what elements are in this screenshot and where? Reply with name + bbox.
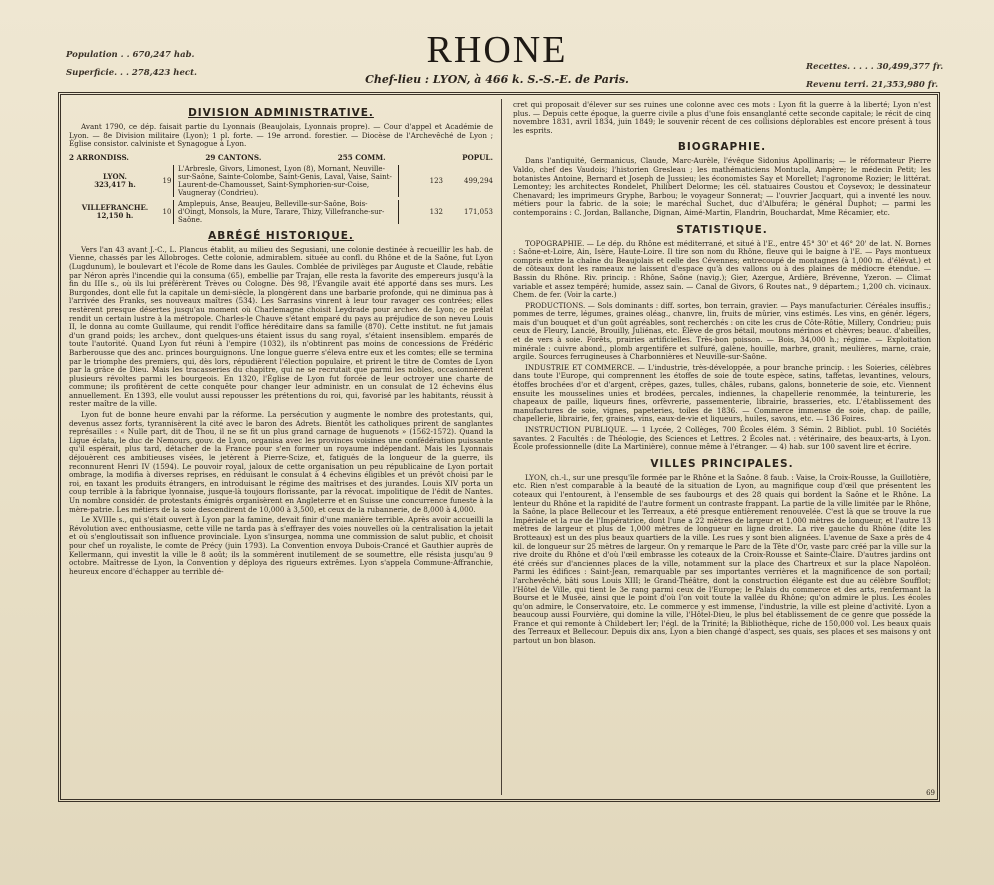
topographie-text: TOPOGRAPHIE. — Le dép. du Rhône est méditerrané, et situé à l'E., entre 45° 30' et 46° 20' de lat. N. Bornes : Saône-et-Loire, Ain, Isère, Haute-Loire. Il tire son nom du Rhône, fleuve qui le baigne à l'E. — Pays montueux compris entre la chaîne du Beaujolais et celle des Cévennes; entrecoupé de montagnes (à 1,000 m. d'élévat.) et de côteaux dont les rameaux ne laissent d'espace qu'à des vallons ou à des plaines de médiocre étendue. — Bassin du Rhône. Riv. princip. : Rhône, Saône (navig.); Gier, Azergue, Ardière, Brévenne, Yzeron. — Climat variable et assez tempéré; humide, assez sain. — Canal de Givors, 6 Routes nat., 9 départem.; 1,200 ch. vicinaux. Chem. de fer. (Voir la carte.) [513,238,931,300]
arrondissement-pop: 12,150 h. [96,210,134,220]
abrege-continuation: cret qui proposait d'élever sur ses ruines une colonne avec ces mots : Lyon fit la guerre à la liberté; Lyon n'est plus. — Depuis cette époque, la guerre civile a plus d'une fois ensanglanté cette seconde capitale; le récit de cinq novembre 1831, avril 1834, juin 1849; le souvenir récent de ces collisions déplorables est encore présent à tous les esprits. [513,101,931,135]
biographie-heading: BIOGRAPHIE. [677,141,767,154]
population-stat: Population . . 670,247 hab. [66,50,195,60]
division-heading: DIVISION ADMINISTRATIVE. [188,107,374,119]
col-communes: 255 COMM. [337,152,386,162]
industrie-text: INDUSTRIE ET COMMERCE. — L'industrie, très-développée, a pour branche princip. : les Soieries, célèbres dans toute l'Europe, qui comprennent les étoffes de soie de toute espèce, satins, taffetas, levantines, velours, étoffes brochées d'or et d'argent, crêpes, gazes, tulles, châles, rubans, galons, bonneterie de soie, etc. Viennent ensuite les mousselines unies et brodées, percales, indiennes, la chapellerie renommée, la teinturerie, les chapeaux de paille, liqueurs fines, orfèvrerie, passementerie, librairie, brasseries, etc. L'établissement des manufactures de soie, vignes, papeteries, toiles de 1836. — Commerce immense de soie, chap. de paille, chapellerie, librairie, fer, graines, vins, eaux-de-vie et liqueurs, huiles, savons, etc. — 136 Foires. [513,362,931,424]
abrege-paragraph-3: Le XVIIIe s., qui s'était ouvert à Lyon par la famine, devait finir d'une manière terrible. Après avoir accueilli la Révolution avec enthousiasme, cette ville ne tarda pas à s'effrayer des voies nouvelles où la centralisation la jetait et où s'engloutissait son influence provinciale. Lyon s'insurgea, nomma une commission de salut public, et choisit pour chef un royaliste, le comte de Précy (juin 1793). La Convention envoya Dubois-Crancé et Gauthier auprès de Kellermann, qui investit la ville le 8 août; ils la sommèrent inutilement de se soumettre, elle résista jusqu'au 9 octobre. Maîtresse de Lyon, la Convention y déploya des rigueurs extrêmes. Lyon s'appela Commune-Affranchie, heureux encore d'échapper au terrible dé- [69,515,493,576]
villes-heading: VILLES PRINCIPALES. [650,457,794,470]
statistique-heading: STATISTIQUE. [676,223,768,236]
arrondissements-header [69,153,493,162]
instruction-text: INSTRUCTION PUBLIQUE. — 1 Lycée, 2 Collèges, 700 Écoles élém. 3 Sémin. 2 Bibliot. publ. 10 Sociétés savantes. 2 Facultés : de Théologie, des Sciences et Lettres. 2 Écoles nat. : vétérinaire, des beaux-arts, à Lyon. École professionnelle (dite La Martinière), connue même à l'étranger. — 4) hab. sur 100 savent lire et écrire. [513,425,931,452]
col-cantons: 29 CANTONS. [205,152,262,162]
col-arrondissements: 2 ARRONDISS. [69,152,129,162]
canton-list: Amplepuis, Anse, Beaujeu, Belleville-sur-Saône, Bois-d'Oingt, Monsols, la Mure, Tarare, Thizy, Villefranche-sur-Saône. [173,200,399,224]
arrondissement-row [69,200,493,224]
lyon-text: LYON, ch.-l., sur une presqu'île formée par le Rhône et la Saône. 8 faub. : Vaise, la Croix-Rousse, la Guillotière, etc. Rien n'est comparable à la beauté de la situation de Lyon, au magnifique coup d'œil que présentent les coteaux qui l'entourent, à l'ensemble de ses faubourgs et des 28 quais qui bordent la Saône et le Rhône. La lenteur du Rhône et la rapidité de l'autre forment un contraste frappant. La partie de la ville limitée par le Rhône, la Saône, la place Bellecour et les Terreaux, a été presque entièrement renouvelée. C'est là que se trouve la rue Impériale et la rue de l'Impératrice, dont l'une a 22 mètres de largeur et 1,000 mètres de longueur, et l'autre 13 mètres de largeur et plus de 1,000 mètres de longueur en ligne droite. La rive gauche du Rhône (dite les Brotteaux) est un des plus beaux quartiers de la ville. Les rues y sont bien alignées. L'avenue de Saxe a près de 4 kil. de longueur sur 25 mètres de largeur. On y remarque le Parc de la Tête d'Or, vaste parc créé par la ville sur la rive droite du Rhône et d'où l'œil embrasse les coteaux de la Croix-Rousse et Sainte-Claire. D'autres jardins ont été créés sur d'anciennes places de la ville, notamment sur la place des Chartreux et sur la place Napoléon. Parmi les édifices : Saint-Jean, remarquable par ses importantes verrières et la magnificence de son portail; l'archevêché, bâti sous Louis XIII; le Grand-Théâtre, dont la construction élégante est due au célèbre Soufflot; l'Hôtel de Ville, qui tient le 3e rang parmi ceux de l'Europe; le Palais du commerce et des arts, renfermant la Bourse et le Musée, ainsi que le point d'où l'on voit toute la vallée du Rhône; qu'on admire le plus. Les écoles qu'on admire, le Conservatoire, etc. Le commerce y est immense, l'industrie, la ville est pleine d'activité. Lyon a beaucoup aussi Fourvière, qui domine la ville, l'Hôtel-Dieu, le plus bel établissement de ce genre que possède la France et qui remonte à Childebert Ier; l'égl. de la Trinité; la Bibliothèque, riche de 150,000 vol. Les beaux quais des Terreaux et Bellecour. Depuis dix ans, Lyon a bien changé d'aspect, ses quais, ses places et ses maisons y ont partout un bon blason. [513,472,931,646]
division-intro: Avant 1790, ce dép. faisait partie du Lyonnais (Beaujolais, Lyonnais propre). — Cour d'appel et Académie de Lyon. — 8e Division militaire (Lyon); 1 pl. forte. — 19e arrond. forestier. — Diocèse de l'Archevêché de Lyon ; Église consistor. calviniste et Synagogue à Lyon. [69,122,493,149]
biographie-text: Dans l'antiquité, Germanicus, Claude, Marc-Aurèle, l'évêque Sidonius Apollinaris; — le réformateur Pierre Valdo, chef des Vaudois; l'historien Gresleau ; les mathématiciens Montucla, Ampère; le médecin Petit; les botanistes Antoine, Bernard et Joseph de Jussieu; les économistes Say et Morellet; l'agronome Rozier; le littérat. Lemontey; les architectes Rondelet, Philibert Delorme; les cél. statuaires Coustou et Coysevox; le dessinateur Chenavard; les imprimeurs Gryphe, Barbou; le voyageur Sonnerat; — l'ouvrier Jacquart, qui a inventé les nouv. métiers pour la fabric. de la soie; le maréchal Suchet, duc d'Albuféra; le général Duphot; — parmi les contemporains : C. Jordan, Ballanche, Dignan, Aimé-Martin, Flandrin, Bouchardat, Mme Récamier, etc. [513,156,931,217]
superficie-stat: Superficie. . . 278,423 hect. [66,68,197,78]
page-title: RHONE [426,29,568,71]
abrege-paragraph-2: Lyon fut de bonne heure envahi par la réforme. La persécution y augmente le nombre des protestants, qui, devenus assez forts, tyrannisèrent la cité avec le baron des Adrets. Bientôt les catholiques prirent de sanglantes représailles : « Nulle part, dit de Thou, il ne se fit un plus grand carnage de huguenots » (1562-1572). Quand la Ligue éclata, le duc de Nemours, gouv. de Lyon, organisa avec les provinces voisines une confédération puissante qu'il espérait, plus tard, détacher de la France pour s'en former un royaume indépendant. Mais les Lyonnais déjouèrent ces ambitieuses visées, le jetèrent à Pierre-Scize, et, fatigués de la longueur de la guerre, ils reconnurent Henri IV (1594). Le pouvoir royal, jaloux de cette organisation un peu républicaine de Lyon portait ombrage, la modifia à diverses reprises, en réduisant le consulat à 4 échevins éligibles et un prévôt choisi par le roi, en taxant les produits étrangers, en introduisant le régime des maîtrises et des jurandes. Louis XIV porta un coup terrible à la fabrique lyonnaise, jusque-là toujours florissante, par la révocat. impolitique de l'édit de Nantes. Un nombre considér. de protestants émigrés organisèrent en Angleterre et en Suisse une concurrence funeste à la mère-patrie. Les métiers de la soie descendirent de 10,000 à 3,500, et ceux de la rubannerie, de 8,000 à 4,000. [69,410,493,514]
population-value: 171,053 [464,207,493,216]
arrondissement-pop: 323,417 h. [94,179,136,189]
recettes-stat: Recettes. . . . . 30,499,377 fr. [806,62,944,72]
col-population: POPUL. [462,152,493,162]
revenu-stat: Revenu terri. 21,353,980 fr. [806,80,939,90]
canton-count: 19 [162,176,172,185]
arrondissement-row [69,165,493,197]
arrondissement-name: LYON. [103,171,127,181]
commune-count: 123 [429,176,443,185]
page-number: 69 [926,789,935,797]
abrege-paragraph-1: Vers l'an 43 avant J.-C., L. Plancus établit, au milieu des Segusiani, une colonie destinée à recueillir les hab. de Vienne, chassés par les Allobroges. Cette colonie, admirablem. située au confl. du Rhône et de la Saône, fut Lyon (Lugdunum), le boulevart et l'école de Rome dans les Gaules. Comblée de privilèges par Auguste et Claude, rebâtie par Néron après l'incendie qui la consuma (65), embellie par Trajan, elle resta la favorite des empereurs jusqu'à la fin du IIIe s., où ils lui préférèrent Trèves ou Cologne. Dès 98, l'Évangile avait été apporté dans ses murs. Les Burgondes, dont elle fut la capitale un demi-siècle, la plongèrent dans une barbarie profonde, qui ne diminua pas à l'arrivée des Franks, ses nouveaux maîtres (534). Les Sarrasins vinrent à leur tour ravager ces contrées; elles restèrent presque désertes jusqu'au moment où Charlemagne choisit Leydrade pour archev. de Lyon; ce prélat rendit un certain lustre à la métropole. Charles-le Chauve s'étant emparé du pays au préjudice de son neveu Louis II, le donna au comte Guillaume, qui rendit l'office héréditaire dans sa famille (870). Cette institut. ne fut jamais d'un grand poids; les archev., dont quelques-uns étaient issus du sang royal, s'étaient insensiblem. emparés de toute l'autorité. Quand Lyon fut réuni à l'empire (1032), ils n'obtinrent pas moins de concessions de Frédéric Barberousse que des anc. princes bourguignons. Une longue guerre s'éleva entre eux et les comtes; elle se termina par le triomphe des premiers, qui, dès lors, répudièrent l'élection populaire, et prirent le titre de Comtes de Lyon par la grâce de Dieu. Mais les tracasseries du chapitre, qui ne se recrutait que parmi les nobles, occasionnèrent plusieurs révoltes parmi les bourgeois. En 1320, l'Église de Lyon fut forcée de leur octroyer une charte de commune; ils profitèrent de cette conquête pour changer leur administr. en un consulat de 12 échevins élus annuellement. En 1393, elle voulut aussi repousser les prétentions du roi, qui, favorisé par les habitants, réussit à rester maître de la ville. [69,244,493,409]
column-divider [501,99,502,795]
page-subtitle: Chef-lieu : LYON, à 466 k. S.-S.-E. de Paris. [365,73,629,86]
canton-count: 10 [162,207,172,216]
productions-text: PRODUCTIONS. — Sols dominants : diff. sortes, bon terrain, gravier. — Pays manufacturier. Céréales insuffis.; pommes de terre, légumes, graines oléag., chanvre, lin, fruits de mûrier, vins estimés. Les vins, en génér. légers, mais d'un bouquet et d'un goût agréables, sont recherchés : on cite les crus de Côte-Rôtie, Millery, Condrieu; puis ceux de Fleury, Lancié, Brouilly, Juliénas, etc. Élève de gros bétail, moutons mérinos et chèvres; beauc. d'abeilles, et de vers à soie. Forêts, prairies artificielles. Très-bon poisson. — Bois, 34,000 h.; régime. — Exploitation minérale : cuivre abond., plomb argentifère et sulfuré, galène, houille, marbre, granit, meulières, marne, craie, argile. Sources ferrugineuses à Charbonnières et Neuville-sur-Saône. [513,300,931,362]
abrege-heading: ABRÉGÉ HISTORIQUE. [208,229,354,242]
population-value: 499,294 [464,176,493,185]
canton-list: L'Arbresle, Givors, Limonest, Lyon (8), Mornant, Neuville-sur-Saône, Sainte-Colombe, Saint-Genis, Laval, Vaise, Saint-Laurent-de-Chamousset, Saint-Symphorien-sur-Coise, Vaugneray (Condrieu). [173,165,399,197]
content-frame [58,92,940,802]
arrondissement-name: VILLEFRANCHE. [81,202,149,212]
commune-count: 132 [429,207,443,216]
left-column [69,101,493,795]
right-column [513,101,931,795]
